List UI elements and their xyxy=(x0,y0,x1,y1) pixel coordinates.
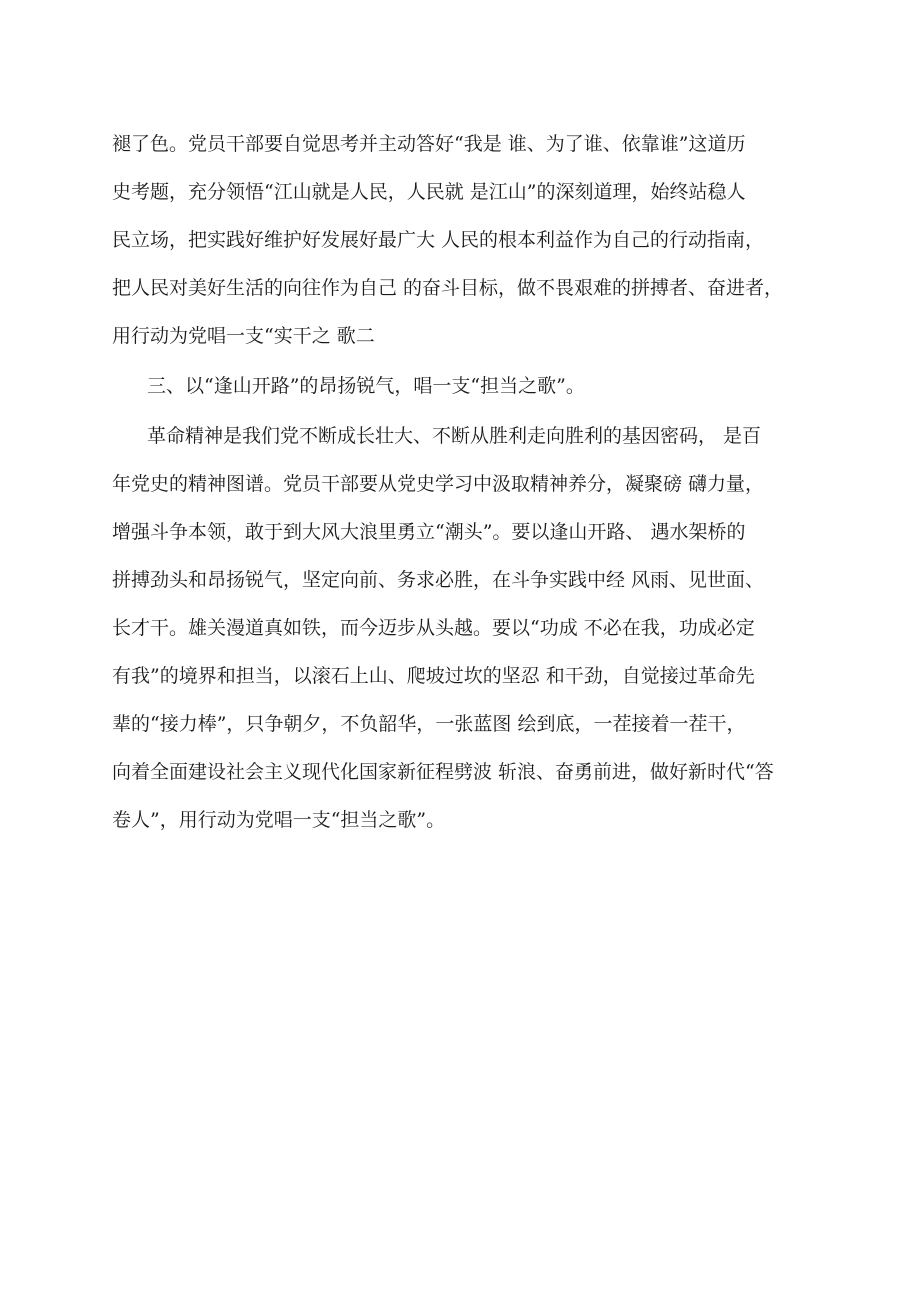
section-heading-3: 三、以“逢山开路”的昂扬锐气，唱一支“担当之歌”。 xyxy=(147,375,585,397)
paragraph-1-line: 史考题，充分领悟“江山就是人民，人民就 是江山”的深刻道理，始终站稳人 xyxy=(112,181,746,203)
paragraph-1-line: 把人民对美好生活的向往作为自己 的奋斗目标，做不畏艰难的拼搏者、奋进者， xyxy=(112,277,784,299)
paragraph-1-line: 用行动为党唱一支“实干之 歌二 xyxy=(112,325,375,347)
paragraph-1-line: 褪了色。党员干部要自觉思考并主动答好“我是 谁、为了谁、依靠谁”这道历 xyxy=(112,133,746,155)
paragraph-2-line: 年党史的精神图谱。党员干部要从党史学习中汲取精神养分，凝聚磅 礴力量， xyxy=(112,473,765,495)
document-body xyxy=(112,120,827,844)
paragraph-2-line: 卷人”，用行动为党唱一支“担当之歌”。 xyxy=(112,809,446,831)
paragraph-2-line: 革命精神是我们党不断成长壮大、不断从胜利走向胜利的基因密码， 是百 xyxy=(147,425,762,447)
paragraph-2-line: 有我”的境界和担当，以滚石上山、爬坡过坎的坚忍 和干劲，自觉接过革命先 xyxy=(112,665,755,687)
paragraph-1-line: 民立场，把实践好维护好发展好最广大 人民的根本利益作为自己的行动指南， xyxy=(112,229,765,251)
paragraph-2-line: 辈的“接力棒”，只争朝夕，不负韶华，一张蓝图 绘到底，一茬接着一茬干， xyxy=(112,713,746,735)
paragraph-2-line: 长才干。雄关漫道真如铁，而今迈步从头越。要以“功成 不必在我，功成必定 xyxy=(112,617,755,639)
paragraph-1 xyxy=(112,120,827,360)
paragraph-2 xyxy=(112,412,827,844)
paragraph-2-line: 拼搏劲头和昂扬锐气，坚定向前、务求必胜，在斗争实践中经 风雨、见世面、 xyxy=(112,569,765,591)
paragraph-2-line: 向着全面建设社会主义现代化国家新征程劈波 斩浪、奋勇前进，做好新时代“答 xyxy=(112,761,774,783)
paragraph-2-line: 增强斗争本领，敢于到大风大浪里勇立“潮头”。要以逢山开路、 遇水架桥的 xyxy=(112,521,746,543)
